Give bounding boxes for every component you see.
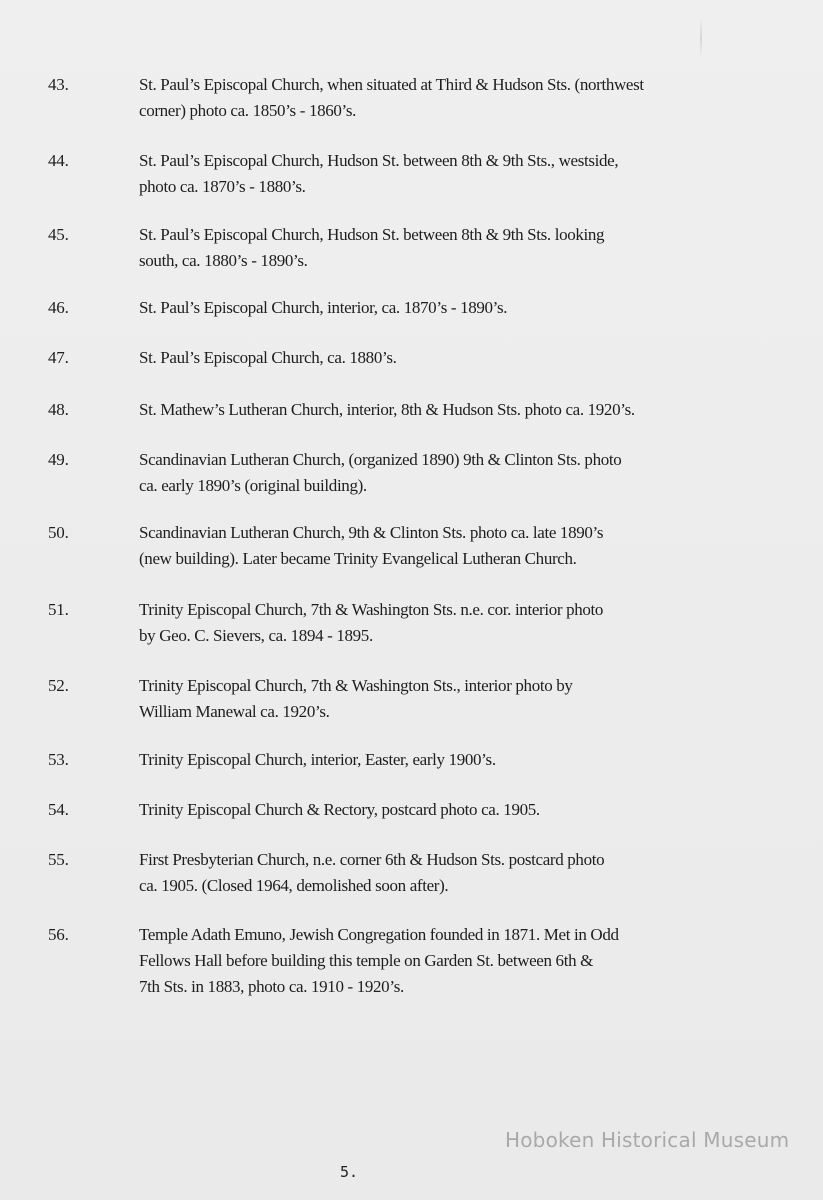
entry-line: St. Paul’s Episcopal Church, interior, ca. 1870’s - 1890’s. xyxy=(139,298,508,317)
entry-line: William Manewal ca. 1920’s. xyxy=(139,702,330,721)
entry-description xyxy=(139,597,739,649)
entry-line: St. Paul’s Episcopal Church, Hudson St. between 8th & 9th Sts., westside, xyxy=(139,151,619,170)
entry-number: 49. xyxy=(48,450,69,469)
entry-number: 50. xyxy=(48,523,69,542)
entry-description xyxy=(139,72,739,124)
entry-line: Scandinavian Lutheran Church, 9th & Clinton Sts. photo ca. late 1890’s xyxy=(139,523,604,542)
entry-line: south, ca. 1880’s - 1890’s. xyxy=(139,251,308,270)
entry-number: 43. xyxy=(48,75,69,94)
entry-description xyxy=(139,222,739,274)
page-number: 5. xyxy=(340,1163,359,1181)
entry-number: 55. xyxy=(48,850,69,869)
entry-line: Temple Adath Emuno, Jewish Congregation founded in 1871. Met in Odd xyxy=(139,925,619,944)
entry-description xyxy=(139,922,739,1000)
entry-line: photo ca. 1870’s - 1880’s. xyxy=(139,177,306,196)
entry-number: 46. xyxy=(48,298,69,317)
entry-number: 51. xyxy=(48,600,69,619)
entry-line: First Presbyterian Church, n.e. corner 6th & Hudson Sts. postcard photo xyxy=(139,850,605,869)
entry-line: corner) photo ca. 1850’s - 1860’s. xyxy=(139,101,357,120)
entry-number: 48. xyxy=(48,400,69,419)
entry-line: (new building). Later became Trinity Evangelical Lutheran Church. xyxy=(139,549,577,568)
entry-line: ca. early 1890’s (original building). xyxy=(139,476,367,495)
entry-description xyxy=(139,447,739,499)
entry-description xyxy=(139,797,739,823)
entry-description xyxy=(139,520,739,572)
entry-line: St. Mathew’s Lutheran Church, interior, 8th & Hudson Sts. photo ca. 1920’s. xyxy=(139,400,635,419)
entry-line: Trinity Episcopal Church & Rectory, postcard photo ca. 1905. xyxy=(139,800,540,819)
entry-line: by Geo. C. Sievers, ca. 1894 - 1895. xyxy=(139,626,373,645)
entry-line: Scandinavian Lutheran Church, (organized 1890) 9th & Clinton Sts. photo xyxy=(139,450,622,469)
entry-number: 56. xyxy=(48,925,69,944)
scan-artifact xyxy=(700,18,702,58)
entry-line: Trinity Episcopal Church, 7th & Washington Sts. n.e. cor. interior photo xyxy=(139,600,604,619)
entry-line: ca. 1905. (Closed 1964, demolished soon after). xyxy=(139,876,449,895)
entry-line: 7th Sts. in 1883, photo ca. 1910 - 1920’s. xyxy=(139,977,404,996)
entry-line: Trinity Episcopal Church, interior, Easter, early 1900’s. xyxy=(139,750,496,769)
entry-number: 54. xyxy=(48,800,69,819)
entry-number: 52. xyxy=(48,676,69,695)
entry-number: 53. xyxy=(48,750,69,769)
entry-line: Trinity Episcopal Church, 7th & Washington Sts., interior photo by xyxy=(139,676,573,695)
entry-line: St. Paul’s Episcopal Church, Hudson St. between 8th & 9th Sts. looking xyxy=(139,225,605,244)
entry-line: St. Paul’s Episcopal Church, ca. 1880’s. xyxy=(139,348,397,367)
entry-line: Fellows Hall before building this temple on Garden St. between 6th & xyxy=(139,951,594,970)
entry-description xyxy=(139,847,739,899)
entry-line: St. Paul’s Episcopal Church, when situated at Third & Hudson Sts. (northwest xyxy=(139,75,644,94)
entry-description xyxy=(139,295,739,321)
entry-number: 47. xyxy=(48,348,69,367)
entry-number: 45. xyxy=(48,225,69,244)
entry-description xyxy=(139,673,739,725)
entry-description xyxy=(139,345,739,371)
entry-description xyxy=(139,148,739,200)
entry-description xyxy=(139,397,739,423)
entry-description xyxy=(139,747,739,773)
entry-number: 44. xyxy=(48,151,69,170)
museum-watermark: Hoboken Historical Museum xyxy=(505,1128,790,1152)
